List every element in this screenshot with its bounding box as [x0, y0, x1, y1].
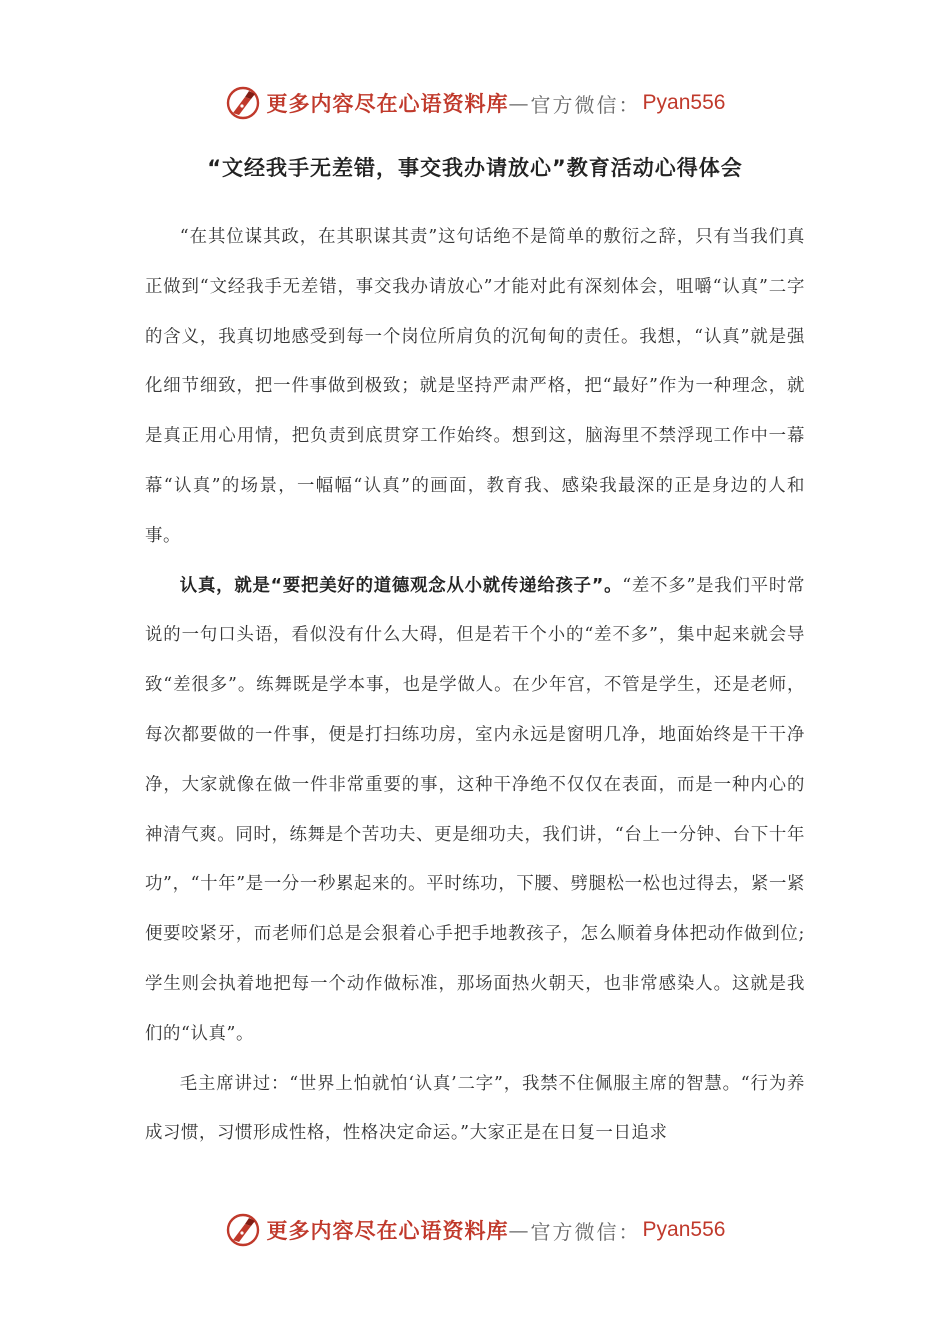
footer-site-name: 更多内容尽在心语资料库 [266, 1218, 509, 1243]
banner-wechat-id: Pyan556 [642, 91, 726, 114]
paragraph-1 [145, 213, 805, 562]
paragraph-3 [145, 1060, 805, 1160]
paragraph-3-text: 毛主席讲过：“世界上怕就怕‘认真’二字”，我禁不住佩服主席的智慧。“行为养成习惯，习惯形成性格，性格决定命运。”大家正是在日复一日追求 [145, 1073, 805, 1144]
document-body [145, 213, 805, 1159]
footer-wechat-label: 官方微信： [530, 1219, 641, 1244]
pen-nib-logo-icon [225, 1212, 261, 1248]
header-banner [0, 83, 950, 123]
paragraph-2-text: “差不多”是我们平时常说的一句口头语，看似没有什么大碍，但是若干个小的“差不多”，集中起来就会导致“差很多”。练舞既是学本事，也是学做人。在少年宫，不管是学生，还是老师，每次都要做的一件事，便是打扫练功房，室内永远是窗明几净，地面始终是干干净净，大家就像在做一件非常重要的事，这种干净绝不仅仅在表面，而是一种内心的神清气爽。同时，练舞是个苦功夫、更是细功夫，我们讲，“台上一分钟、台下十年功”，“十年”是一分一秒累起来的。平时练功，下腰、劈腿松一松也过得去，紧一紧便要咬紧牙，而老师们总是会狠着心手把手地教孩子，怎么顺着身体把动作做到位;学生则会执着地把每一个动作做标准，那场面热火朝天，也非常感染人。这就是我们的“认真”。 [145, 575, 805, 1044]
footer-banner [0, 1210, 950, 1250]
paragraph-2 [145, 562, 805, 1060]
document-title: “文经我手无差错，事交我办请放心”教育活动心得体会 [207, 156, 743, 180]
footer-wechat-id: Pyan556 [642, 1218, 726, 1241]
paragraph-2-lead: 认真，就是“要把美好的道德观念从小就传递给孩子”。 [179, 575, 623, 596]
pen-nib-logo-icon [225, 85, 261, 121]
paragraph-1-text: “在其位谋其政，在其职谋其责”这句话绝不是简单的敷衍之辞，只有当我们真正做到“文经我手无差错，事交我办请放心”才能对此有深刻体会，咀嚼“认真”二字的含义，我真切地感受到每一个岗位所肩负的沉甸甸的责任。我想，“认真”就是强化细节细致，把一件事做到极致；就是坚持严肃严格，把“最好”作为一种理念，就是真正用心用情，把负责到底贯穿工作始终。想到这，脑海里不禁浮现工作中一幕幕“认真”的场景，一幅幅“认真”的画面，教育我、感染我最深的正是身边的人和事。 [145, 227, 805, 546]
footer-dash: — [508, 1218, 531, 1242]
banner-dash: — [508, 91, 531, 115]
banner-site-name: 更多内容尽在心语资料库 [266, 91, 509, 116]
banner-wechat-label: 官方微信： [530, 92, 641, 117]
